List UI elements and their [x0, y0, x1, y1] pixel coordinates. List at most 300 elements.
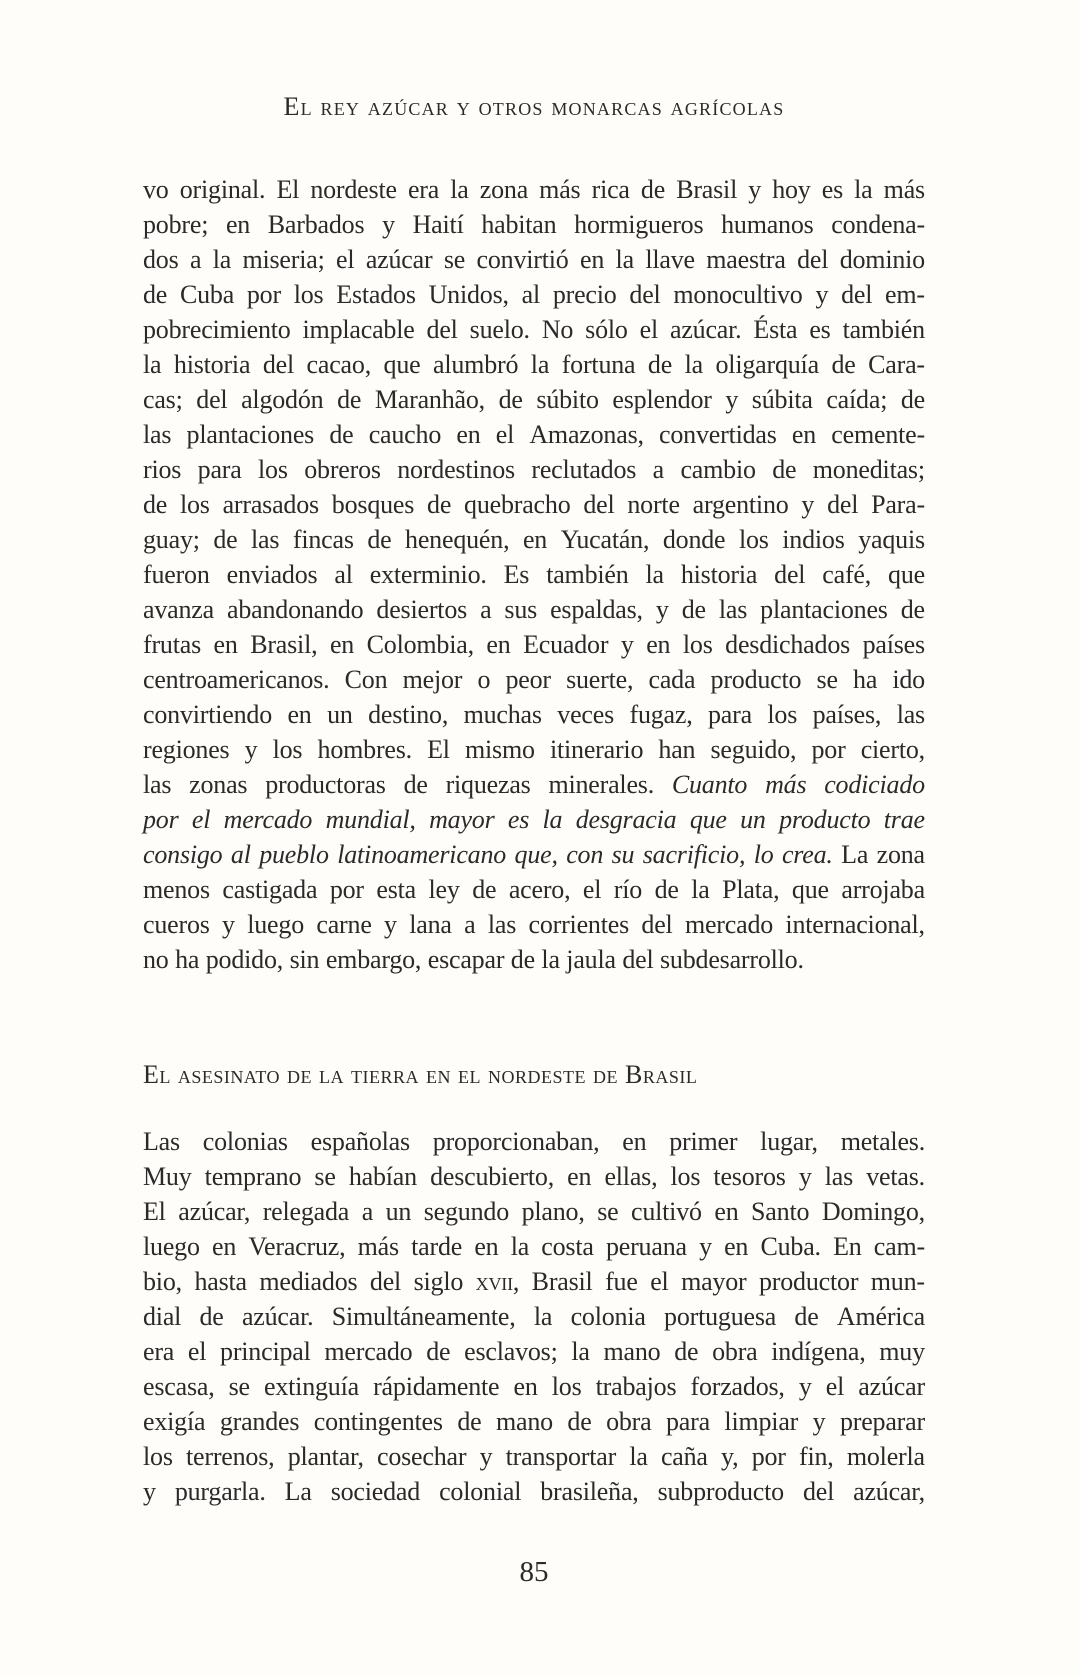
word: mun-: [870, 1267, 925, 1296]
word: la: [645, 560, 664, 589]
word: destino,: [368, 700, 449, 729]
word: azúcar: [365, 245, 433, 274]
word: de: [426, 1337, 451, 1366]
word: las: [251, 525, 280, 554]
word: donde: [662, 525, 726, 554]
word: guay;: [143, 525, 200, 554]
word: fin,: [799, 1442, 834, 1471]
word: luego: [247, 910, 304, 939]
word: plantaciones: [186, 420, 315, 449]
word: el: [187, 1337, 207, 1366]
word: las: [487, 910, 517, 939]
running-head: El rey azúcar y otros monarcas agrícolas: [283, 92, 785, 121]
word: implacable: [302, 315, 415, 344]
word: esta: [376, 875, 417, 904]
word: azúcar: [858, 1372, 925, 1401]
word: suelo.: [469, 315, 530, 344]
word: dial: [143, 1302, 182, 1331]
word: cultivó: [631, 1197, 702, 1226]
word: países: [862, 630, 925, 659]
text-line: [143, 207, 925, 242]
word: y: [798, 1372, 812, 1401]
word: países,: [812, 700, 882, 729]
word: en: [724, 1232, 749, 1261]
word: se: [443, 245, 466, 274]
word: En: [833, 1232, 862, 1261]
word: y,: [721, 1442, 739, 1471]
page-number: 85: [519, 1556, 549, 1588]
word: Unidos,: [428, 280, 509, 309]
text-line: [143, 1404, 925, 1439]
word: Haití: [412, 210, 464, 239]
word: y: [748, 175, 762, 204]
word: y: [620, 630, 634, 659]
word: a: [361, 1197, 374, 1226]
word: fincas: [292, 525, 354, 554]
word: la: [571, 1337, 590, 1366]
word: y: [479, 1442, 493, 1471]
word: en: [513, 1372, 538, 1401]
text-line: [143, 627, 925, 662]
word: desiertos: [376, 595, 468, 624]
word: extinguía: [264, 1372, 359, 1401]
word: mismo: [465, 735, 535, 764]
word: moneditas;: [812, 455, 925, 484]
word: en: [474, 1232, 499, 1261]
word: obra: [606, 1407, 652, 1436]
word: de: [772, 455, 797, 484]
word: y: [699, 1232, 712, 1261]
word: a: [652, 455, 664, 484]
word: grandes: [219, 1407, 300, 1436]
word: codiciado: [824, 770, 925, 799]
word: convertidas: [659, 420, 777, 449]
word: algodón: [241, 385, 324, 414]
text-line: [143, 242, 925, 277]
word: los: [258, 455, 288, 484]
word: El: [276, 175, 300, 204]
text-line: [143, 417, 925, 452]
word: arrasados: [222, 490, 319, 519]
word: plano,: [521, 1197, 585, 1226]
text-line: [143, 312, 925, 347]
word: del: [797, 245, 829, 274]
word: mercado: [324, 1337, 413, 1366]
word: lugar,: [760, 1127, 818, 1156]
word: en: [211, 1232, 237, 1261]
word: del: [196, 385, 228, 414]
word: temprano: [204, 1162, 302, 1191]
word: El: [143, 1197, 166, 1226]
word: escasa,: [143, 1372, 215, 1401]
word: podido,: [205, 945, 284, 974]
word: para: [197, 455, 242, 484]
word: sociedad: [330, 1477, 421, 1506]
word: en: [522, 525, 548, 554]
word: también: [546, 560, 629, 589]
word: monocultivo: [673, 280, 803, 309]
word: plantaciones: [760, 595, 888, 624]
word: reclutados: [531, 455, 637, 484]
word: castigada: [222, 875, 318, 904]
word: es: [809, 315, 831, 344]
word: a: [464, 910, 476, 939]
word: las: [824, 1162, 854, 1191]
word: vo: [143, 175, 169, 204]
word: los: [767, 700, 798, 729]
word: de: [143, 490, 168, 519]
word: el: [825, 1372, 845, 1401]
word: zona: [479, 175, 529, 204]
word: y: [815, 280, 829, 309]
word: fueron: [143, 560, 210, 589]
word: zona: [876, 840, 925, 869]
word: hasta: [194, 1267, 247, 1296]
word: la: [212, 245, 232, 274]
word: indios: [782, 525, 845, 554]
word: sacrificio,: [642, 840, 746, 869]
word: la: [691, 875, 710, 904]
word: en: [567, 1162, 592, 1191]
word: del: [841, 280, 873, 309]
word: por: [246, 280, 281, 309]
word: centroamericanos.: [143, 665, 330, 694]
word: primer: [669, 1127, 738, 1156]
word: y: [382, 210, 395, 239]
word: súbito: [536, 385, 599, 414]
word: las: [896, 700, 925, 729]
word: los: [682, 630, 713, 659]
word: brasileña,: [540, 1477, 639, 1506]
word: de: [640, 175, 666, 204]
word: Estados: [336, 280, 416, 309]
word: de: [654, 875, 679, 904]
word: nordestinos: [397, 455, 515, 484]
word: Cara-: [868, 350, 925, 379]
word: esclavos;: [464, 1337, 558, 1366]
word: metales.: [840, 1127, 925, 1156]
word: es: [821, 175, 844, 204]
word: rica: [591, 175, 630, 204]
word: en: [714, 1197, 739, 1226]
word: mayor: [681, 1267, 747, 1296]
word: condena-: [831, 210, 925, 239]
word: los: [179, 490, 210, 519]
word: de: [498, 385, 523, 414]
word: la: [684, 350, 703, 379]
word: un: [385, 1197, 412, 1226]
word: mano: [495, 1407, 553, 1436]
word: portuguesa: [664, 1302, 777, 1331]
word: Maranhão,: [374, 385, 485, 414]
text-line: [143, 347, 925, 382]
word: escapar: [427, 945, 505, 974]
word: al: [334, 560, 353, 589]
word: se: [597, 1197, 619, 1226]
word: productoras: [265, 770, 386, 799]
word: en: [225, 210, 251, 239]
word: la: [854, 175, 873, 204]
word: de: [213, 525, 238, 554]
text-line: [143, 767, 925, 802]
word: veces: [557, 700, 615, 729]
word: bio,: [143, 1267, 182, 1296]
word: proporcionaban,: [432, 1127, 600, 1156]
word: un: [740, 805, 766, 834]
word: ha: [175, 945, 200, 974]
word: de: [199, 1302, 224, 1331]
text-line: [143, 942, 925, 977]
word: la: [542, 805, 563, 834]
word: Simultáneamente,: [331, 1302, 516, 1331]
word: mediados: [259, 1267, 358, 1296]
word: La: [284, 1477, 312, 1506]
word: Veracruz,: [248, 1232, 346, 1261]
word: los: [143, 1442, 173, 1471]
word: Santo: [751, 1197, 810, 1226]
word: azúcar,: [178, 1197, 251, 1226]
word: han: [658, 735, 696, 764]
word: del: [369, 1267, 402, 1296]
word: trabajos: [595, 1372, 677, 1401]
word: itinerario: [549, 735, 644, 764]
word: humanos: [721, 210, 814, 239]
text-line: [143, 522, 925, 557]
word: cacao,: [306, 350, 371, 379]
word: Colombia,: [366, 630, 474, 659]
word: los: [293, 280, 324, 309]
word: en: [456, 420, 481, 449]
word: norte: [627, 490, 680, 519]
word: ha: [853, 665, 878, 694]
word: maestra: [706, 245, 786, 274]
word: en: [646, 630, 671, 659]
word: azúcar.: [669, 315, 742, 344]
word: Brasil: [531, 1267, 593, 1296]
word: plantar,: [287, 1442, 364, 1471]
word: historia: [173, 350, 251, 379]
word: azúcar,: [853, 1477, 925, 1506]
word: latinoamericano: [337, 840, 507, 869]
word: yaquis: [858, 525, 925, 554]
text-line: [143, 872, 925, 907]
word: en: [622, 1127, 647, 1156]
word: de: [794, 1302, 819, 1331]
word: indígena,: [771, 1337, 866, 1366]
word: zonas: [189, 770, 248, 799]
word: de: [457, 1407, 482, 1436]
word: em-: [885, 280, 925, 309]
word: Ésta: [753, 315, 798, 344]
word: para: [707, 700, 752, 729]
text-line: [143, 487, 925, 522]
word: henequén,: [405, 525, 510, 554]
word: la: [533, 1302, 553, 1331]
word: segundo: [423, 1197, 510, 1226]
word: ley: [428, 875, 460, 904]
word: que: [383, 350, 421, 379]
word: y: [244, 735, 258, 764]
word: subproducto: [657, 1477, 784, 1506]
word: Plata,: [722, 875, 780, 904]
word: transportar: [505, 1442, 617, 1471]
word: al: [521, 280, 540, 309]
word: de: [900, 595, 925, 624]
word: la: [450, 175, 469, 204]
word: purgarla.: [174, 1477, 266, 1506]
word: más: [539, 175, 581, 204]
word: ellas,: [604, 1162, 658, 1191]
word: Brasil,: [250, 630, 318, 659]
word: pueblo: [259, 840, 329, 869]
word: que: [791, 875, 829, 904]
word: río: [613, 875, 643, 904]
word: fortuna: [561, 350, 636, 379]
text-line: [143, 662, 925, 697]
word: peruana: [605, 1232, 687, 1261]
word: del: [774, 560, 806, 589]
word: la: [615, 245, 634, 274]
word: a: [480, 595, 492, 624]
word: cosechar: [377, 1442, 467, 1471]
text-line: [143, 1369, 925, 1404]
word: trae: [883, 805, 925, 834]
word: peor: [505, 665, 551, 694]
text-line: [143, 697, 925, 732]
word: fue: [605, 1267, 638, 1296]
word: principal: [220, 1337, 311, 1366]
word: de: [831, 350, 856, 379]
word: y: [143, 1477, 156, 1506]
word: desgracia: [575, 805, 677, 834]
word: colonia: [570, 1302, 646, 1331]
word: y: [222, 910, 235, 939]
text-line: [143, 277, 925, 312]
word: corrientes: [528, 910, 630, 939]
word: la: [629, 1442, 648, 1471]
word: por: [143, 805, 179, 834]
word: cierto,: [860, 735, 925, 764]
word: mercado: [223, 805, 313, 834]
word: que,: [514, 840, 558, 869]
word: tesoros: [713, 1162, 786, 1191]
word: el: [336, 245, 355, 274]
word: contingentes: [313, 1407, 443, 1436]
word: cas;: [143, 385, 183, 414]
word: de: [900, 385, 925, 414]
word: enviados: [226, 560, 318, 589]
word: colonial: [439, 1477, 522, 1506]
word: hormigueros: [574, 210, 704, 239]
word: obra: [712, 1337, 758, 1366]
word: pobrecimiento: [143, 315, 291, 344]
word: las: [143, 420, 172, 449]
word: relegada: [262, 1197, 350, 1226]
word: Cuba.: [760, 1232, 821, 1261]
word: de: [567, 1407, 592, 1436]
word: avanza: [143, 595, 214, 624]
word: suerte,: [566, 665, 634, 694]
word: alumbró: [433, 350, 519, 379]
word: llave: [645, 245, 695, 274]
word: Muy: [143, 1162, 192, 1191]
word: del: [583, 490, 615, 519]
word: del: [426, 315, 458, 344]
word: desdichados: [725, 630, 851, 659]
word: La: [841, 840, 869, 869]
text-line: [143, 1299, 925, 1334]
word: rápidamente: [373, 1372, 500, 1401]
word: el: [495, 420, 515, 449]
word: carne: [316, 910, 372, 939]
word: de: [472, 875, 497, 904]
word: hoy: [772, 175, 811, 204]
word: crea.: [781, 840, 833, 869]
word: en: [486, 630, 511, 659]
word: terrenos,: [186, 1442, 275, 1471]
word: abandonando: [226, 595, 364, 624]
word: cambio: [680, 455, 756, 484]
word: ido: [892, 665, 925, 694]
word: y: [655, 595, 669, 624]
word: cam-: [873, 1232, 925, 1261]
word: y: [812, 1407, 826, 1436]
word: sin: [289, 945, 320, 974]
word: del: [262, 350, 294, 379]
word: o: [477, 665, 491, 694]
word: quebracho: [464, 490, 571, 519]
paragraph-2: [143, 1124, 925, 1509]
word: de: [674, 1337, 699, 1366]
word: Ecuador: [523, 630, 609, 659]
word: por: [751, 1442, 786, 1471]
word: el: [191, 805, 211, 834]
word: muchas: [463, 700, 542, 729]
word: menos: [143, 875, 210, 904]
word: bosques: [331, 490, 415, 519]
word: también: [842, 315, 925, 344]
word: consigo: [143, 840, 223, 869]
word: en: [580, 245, 605, 274]
word: mundial,: [325, 805, 416, 834]
word: habían: [348, 1162, 417, 1191]
word: regiones: [143, 735, 230, 764]
text-line: [143, 907, 925, 942]
word: los: [551, 1372, 582, 1401]
text-line: [143, 1194, 925, 1229]
word: esplendor: [612, 385, 712, 414]
word: minerales.: [548, 770, 655, 799]
word: cemente-: [831, 420, 925, 449]
word: nordeste: [310, 175, 397, 204]
text-line: [143, 1474, 925, 1509]
word: exterminio.: [369, 560, 487, 589]
word: el: [582, 875, 602, 904]
word: producto: [779, 805, 871, 834]
word: embargo,: [325, 945, 422, 974]
word: cada: [648, 665, 696, 694]
word: arrojaba: [841, 875, 925, 904]
text-line: [143, 1264, 925, 1299]
word: sus: [504, 595, 538, 624]
word: dos: [143, 245, 179, 274]
word: las: [143, 770, 172, 799]
word: mayor: [429, 805, 495, 834]
text-line: [143, 1229, 925, 1264]
word: Cuanto: [671, 770, 748, 799]
word: la: [541, 945, 560, 974]
word: vetas.: [866, 1162, 925, 1191]
